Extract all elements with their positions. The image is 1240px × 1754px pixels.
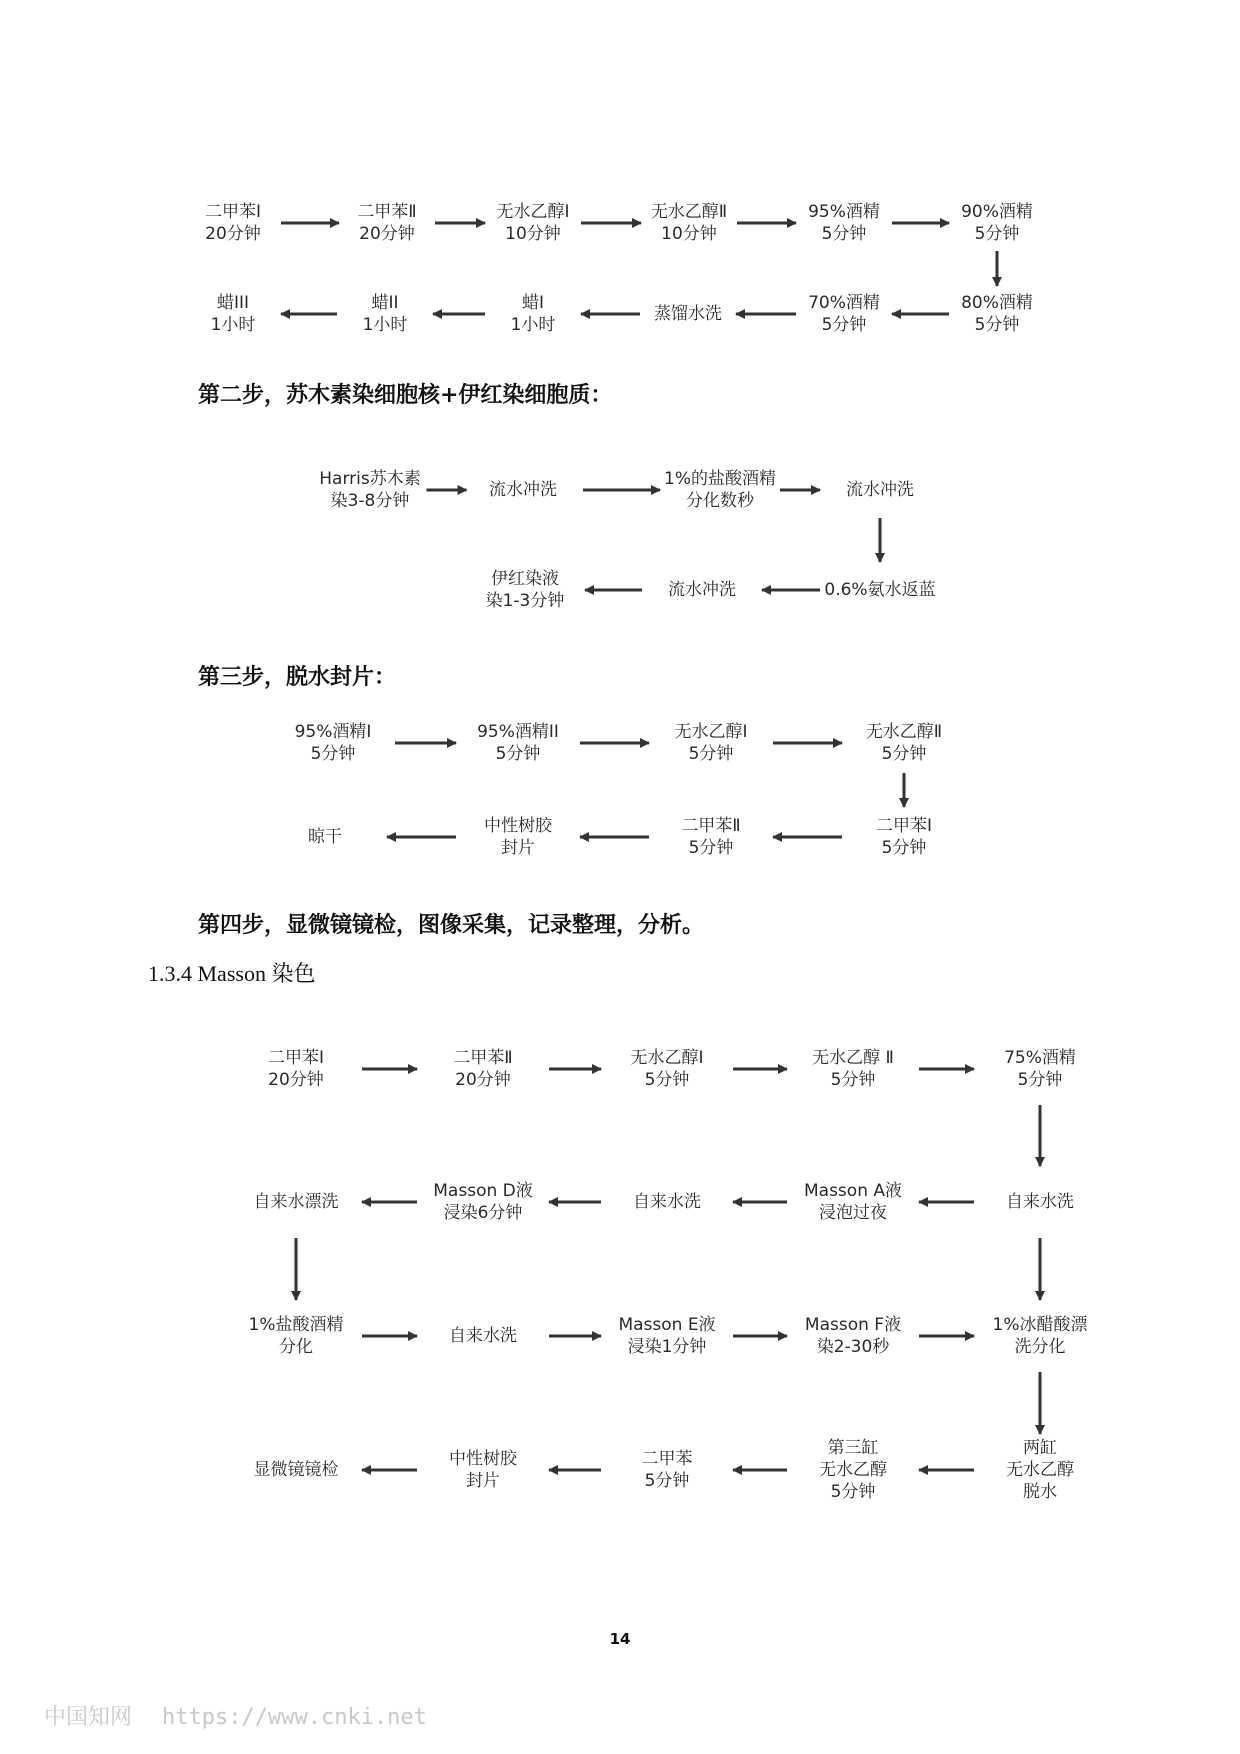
node-text-line: 流水冲洗 — [668, 580, 736, 600]
node-text-line: Masson A液 — [803, 1181, 903, 1201]
step3-heading: 第三步，脱水封片： — [198, 664, 397, 690]
node-text-line: 无水乙醇Ⅰ — [496, 202, 570, 222]
masson-node-16 — [254, 1459, 339, 1481]
masson-node-10 — [1006, 1191, 1074, 1213]
node-text-line: 封片 — [501, 838, 535, 858]
node-text-line: Masson D液 — [433, 1181, 533, 1201]
node-text-line: 浸泡过夜 — [818, 1203, 887, 1223]
section1-node-9 — [511, 292, 556, 336]
section1-node-8 — [363, 292, 408, 336]
section1-node-2 — [357, 201, 416, 245]
node-text-line: 5分钟 — [688, 744, 734, 764]
node-text-line: 20分钟 — [205, 224, 261, 244]
node-text-line: 90%酒精 — [961, 202, 1033, 222]
node-text-line: 流水冲洗 — [489, 480, 557, 500]
node-text-line: 20分钟 — [359, 224, 415, 244]
node-text-line: 无水乙醇 — [819, 1460, 887, 1480]
node-text-line: 浸染6分钟 — [443, 1203, 523, 1223]
masson-node-19 — [819, 1437, 887, 1503]
watermark-site: 中国知网 — [44, 1705, 133, 1730]
node-text-line: 无水乙醇Ⅰ — [630, 1048, 704, 1068]
section1-node-7 — [211, 292, 256, 336]
masson-node-3 — [630, 1047, 703, 1091]
node-text-line: 无水乙醇 — [1006, 1460, 1074, 1480]
node-text-line: 5分钟 — [644, 1070, 690, 1090]
masson-node-8 — [633, 1191, 701, 1213]
watermark-url: https://www.cnki.net — [162, 1705, 427, 1730]
masson-node-20 — [1006, 1437, 1074, 1503]
masson-node-18 — [642, 1448, 693, 1492]
node-text-line: 自来水漂洗 — [253, 1192, 339, 1212]
node-text-line: 无水乙醇Ⅱ — [865, 722, 943, 742]
step3-node-7 — [681, 815, 740, 859]
masson-node-12 — [449, 1325, 517, 1347]
node-text-line: 95%酒精II — [477, 722, 559, 742]
step3-node-3 — [674, 721, 747, 765]
node-text-line: 自来水洗 — [633, 1192, 701, 1212]
node-text-line: 自来水洗 — [1006, 1192, 1074, 1212]
node-text-line: 伊红染液 — [491, 569, 559, 589]
node-text-line: 1小时 — [210, 315, 256, 335]
node-text-line: 流水冲洗 — [846, 480, 914, 500]
masson-node-5 — [1004, 1047, 1076, 1091]
node-text-line: 晾干 — [308, 827, 342, 847]
node-text-line: 浸染1分钟 — [627, 1337, 707, 1357]
node-text-line: 5分钟 — [881, 744, 927, 764]
node-text-line: 封片 — [466, 1471, 500, 1491]
node-text-line: 20分钟 — [455, 1070, 511, 1090]
node-text-line: 5分钟 — [644, 1471, 690, 1491]
section1-node-6 — [961, 201, 1033, 245]
masson-node-13 — [618, 1314, 715, 1358]
masson-node-9 — [804, 1180, 902, 1224]
node-text-line: 二甲苯Ⅰ — [875, 816, 933, 836]
step4-heading: 第四步，显微镜镜检，图像采集，记录整理，分析。 — [198, 912, 705, 938]
node-text-line: 无水乙醇Ⅱ — [650, 202, 728, 222]
section1-node-5 — [808, 201, 880, 245]
node-text-line: 蜡II — [371, 293, 399, 313]
masson-node-6 — [254, 1191, 339, 1213]
watermark — [44, 1700, 427, 1731]
node-text-line: 蒸馏水洗 — [654, 304, 722, 324]
node-text-line: 二甲苯 — [641, 1449, 693, 1469]
node-text-line: 染1-3分钟 — [485, 591, 565, 611]
step3-node-4 — [866, 721, 942, 765]
node-text-line: 两缸 — [1023, 1438, 1057, 1458]
masson-node-15 — [993, 1314, 1088, 1358]
page-number: 14 — [609, 1630, 631, 1648]
node-text-line: 95%酒精I — [294, 722, 372, 742]
step3-node-8 — [876, 815, 932, 859]
node-text-line: 5分钟 — [830, 1482, 876, 1502]
node-text-line: 显微镜镜检 — [253, 1460, 339, 1480]
section1-node-4 — [651, 201, 727, 245]
node-text-line: 分化 — [278, 1337, 313, 1357]
section1-node-1 — [205, 201, 261, 245]
node-text-line: 1小时 — [362, 315, 408, 335]
node-text-line: 10分钟 — [661, 224, 717, 244]
node-text-line: 5分钟 — [821, 315, 867, 335]
node-text-line: 染3-8分钟 — [330, 491, 410, 511]
node-text-line: 1%的盐酸酒精 — [664, 469, 776, 489]
node-text-line: 中性树胶 — [484, 816, 552, 836]
masson-node-4 — [812, 1047, 894, 1091]
node-text-line: 二甲苯Ⅱ — [453, 1048, 513, 1068]
node-text-line: Harris苏木素 — [319, 469, 421, 489]
node-text-line: 无水乙醇 Ⅱ — [812, 1048, 894, 1068]
masson-node-1 — [268, 1047, 324, 1091]
node-text-line: 20分钟 — [268, 1070, 324, 1090]
node-text-line: 中性树胶 — [449, 1449, 517, 1469]
step2-heading: 第二步，苏木素染细胞核+伊红染细胞质： — [198, 382, 613, 408]
node-text-line: 75%酒精 — [1004, 1048, 1076, 1068]
node-text-line: 二甲苯Ⅱ — [681, 816, 741, 836]
masson-node-7 — [433, 1180, 532, 1224]
node-text-line: 自来水洗 — [449, 1326, 517, 1346]
section1-node-10 — [654, 303, 722, 325]
step3-node-1 — [295, 721, 372, 765]
node-text-line: 1%冰醋酸漂 — [992, 1315, 1088, 1335]
masson-node-14 — [805, 1314, 901, 1358]
node-text-line: 第三缸 — [827, 1438, 879, 1458]
node-text-line: 0.6%氨水返蓝 — [824, 580, 936, 600]
node-text-line: Masson F液 — [804, 1315, 902, 1335]
node-text-line: 5分钟 — [310, 744, 356, 764]
step3-node-2 — [477, 721, 559, 765]
node-text-line: Masson E液 — [618, 1315, 716, 1335]
step3-node-6 — [484, 815, 552, 859]
step2-node-1 — [319, 468, 420, 512]
node-text-line: 染2-30秒 — [816, 1337, 890, 1357]
step2-node-5 — [486, 568, 565, 612]
node-text-line: 10分钟 — [505, 224, 561, 244]
section1-node-11 — [808, 292, 880, 336]
node-text-line: 5分钟 — [1017, 1070, 1063, 1090]
node-text-line: 5分钟 — [974, 224, 1020, 244]
node-text-line: 1%盐酸酒精 — [248, 1315, 344, 1335]
node-text-line: 二甲苯Ⅰ — [267, 1048, 325, 1068]
node-text-line: 70%酒精 — [808, 293, 880, 313]
step2-node-7 — [824, 579, 935, 601]
section1-node-3 — [496, 201, 569, 245]
step2-node-4 — [846, 479, 914, 501]
step3-node-5 — [308, 826, 342, 848]
node-text-line: 无水乙醇Ⅰ — [674, 722, 748, 742]
node-text-line: 95%酒精 — [808, 202, 880, 222]
node-text-line: 蜡III — [216, 293, 250, 313]
masson-node-11 — [249, 1314, 344, 1358]
node-text-line: 1小时 — [510, 315, 556, 335]
node-text-line: 80%酒精 — [961, 293, 1033, 313]
node-text-line: 脱水 — [1023, 1482, 1057, 1502]
node-text-line: 二甲苯Ⅰ — [204, 202, 262, 222]
masson-node-2 — [453, 1047, 512, 1091]
masson-heading: 1.3.4 Masson 染色 — [148, 961, 316, 986]
node-text-line: 5分钟 — [495, 744, 541, 764]
section1-node-12 — [961, 292, 1033, 336]
step2-node-6 — [668, 579, 736, 601]
node-text-line: 分化数秒 — [685, 491, 754, 511]
node-text-line: 5分钟 — [881, 838, 927, 858]
step2-node-3 — [664, 468, 776, 512]
node-text-line: 5分钟 — [821, 224, 867, 244]
node-text-line: 5分钟 — [830, 1070, 876, 1090]
node-text-line: 5分钟 — [974, 315, 1020, 335]
node-text-line: 5分钟 — [688, 838, 734, 858]
node-text-line: 二甲苯Ⅱ — [357, 202, 417, 222]
masson-node-17 — [449, 1448, 517, 1492]
node-text-line: 洗分化 — [1014, 1337, 1066, 1357]
step2-node-2 — [489, 479, 557, 501]
node-text-line: 蜡I — [521, 293, 545, 313]
